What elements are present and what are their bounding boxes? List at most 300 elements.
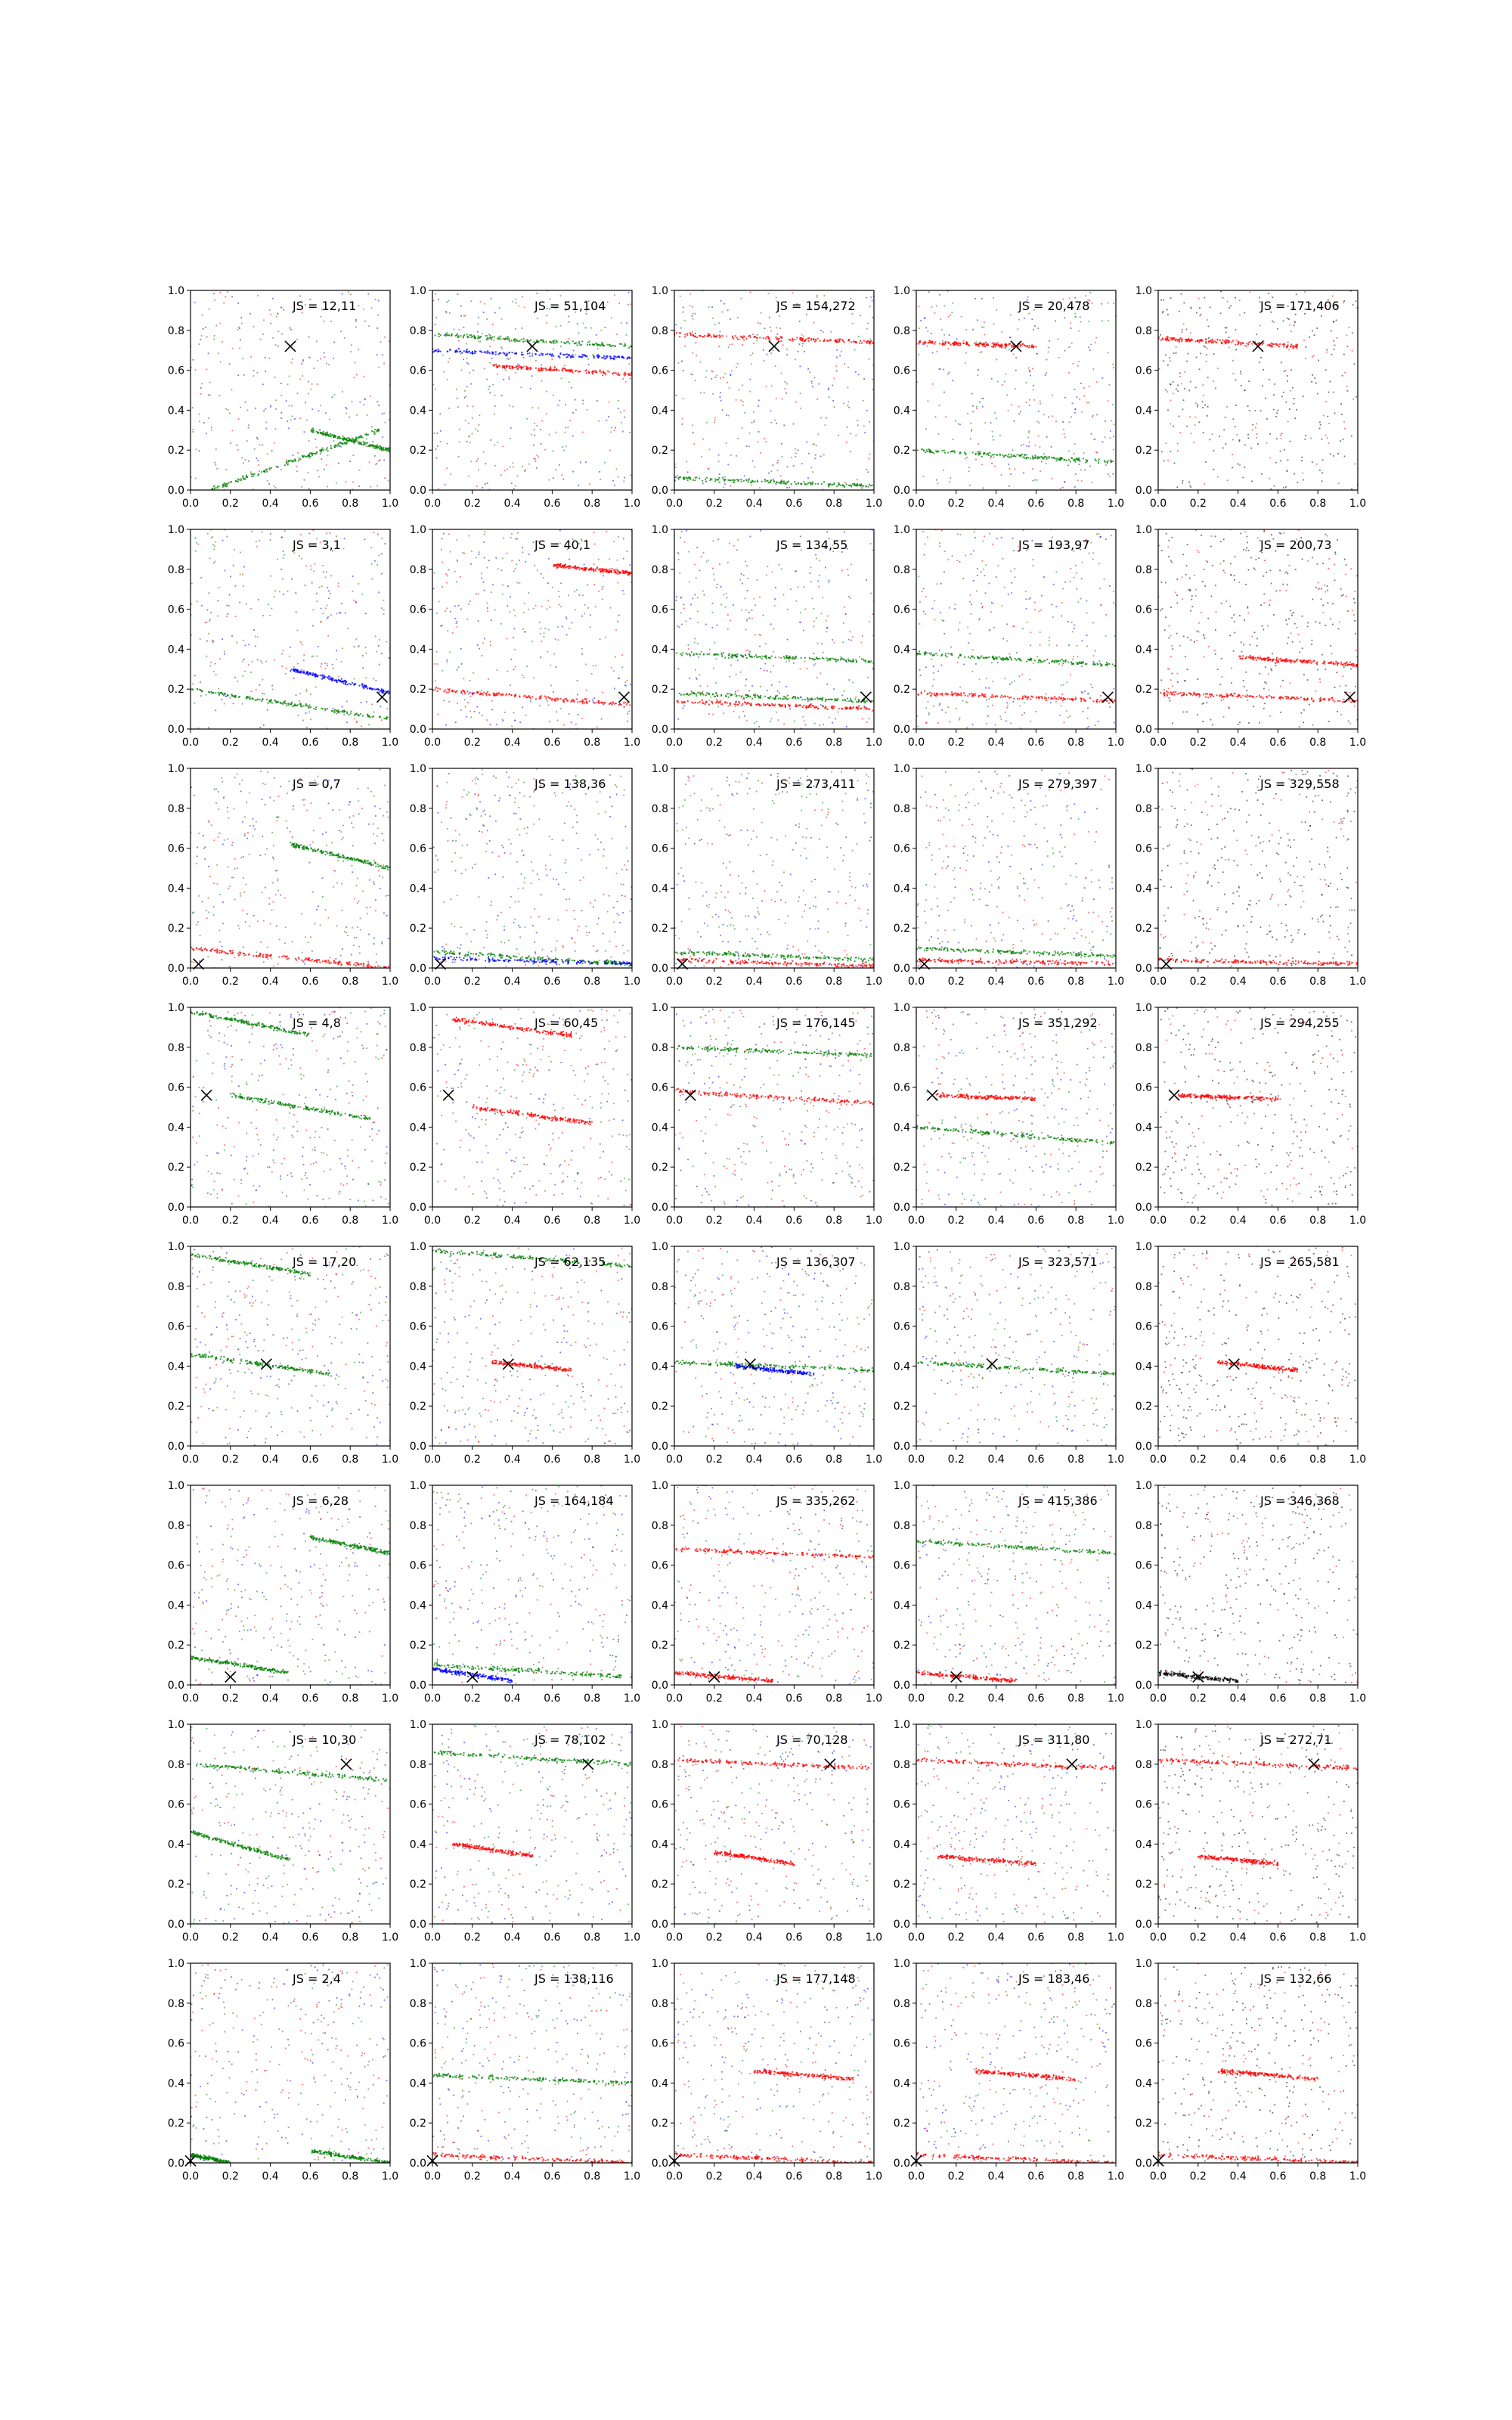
band-point-green	[572, 340, 574, 342]
scatter-point-green	[951, 312, 953, 313]
scatter-point-red	[741, 298, 742, 299]
scatter-point-red	[1336, 337, 1337, 339]
scatter-point-red	[459, 429, 460, 430]
band-point-red	[445, 690, 446, 691]
scatter-point-red	[370, 396, 371, 397]
scatter-point-blue	[231, 296, 233, 297]
scatter-point-blue	[510, 427, 512, 429]
scatter-point-green	[212, 642, 214, 644]
band-point-red	[596, 371, 597, 373]
scatter-point-red	[625, 381, 627, 383]
scatter-point-red	[932, 383, 934, 385]
band-point-red	[699, 335, 701, 337]
band-point-red	[1224, 340, 1225, 342]
scatter-point-red	[525, 715, 527, 716]
band-point-blue	[603, 355, 605, 357]
scatter-point-blue	[513, 669, 515, 670]
scatter-point-blue	[382, 355, 383, 356]
scatter-point-blue	[281, 412, 283, 414]
band-point-green	[553, 343, 555, 344]
band-point-red	[1228, 342, 1229, 343]
x-tick-label: 0.0	[424, 737, 441, 749]
band-point-red	[919, 342, 921, 343]
scatter-point-green	[469, 535, 470, 537]
scatter-point-blue	[485, 483, 486, 485]
band-point-green	[313, 453, 314, 455]
scatter-point-red	[226, 605, 228, 607]
band-point-red	[796, 337, 798, 339]
band-point-blue	[562, 354, 564, 355]
band-point-green	[349, 714, 350, 715]
band-point-red	[546, 370, 547, 371]
scatter-point-red	[301, 669, 302, 671]
scatter-point-red	[497, 374, 498, 375]
scatter-point-blue	[450, 611, 451, 613]
scatter-point-blue	[1080, 383, 1082, 384]
band-point-green	[788, 481, 789, 482]
scatter-point-red	[517, 582, 519, 584]
scatter-point-red	[269, 358, 271, 359]
scatter-point-red	[1303, 340, 1305, 341]
scatter-point-blue	[514, 628, 516, 630]
band-point-green	[987, 453, 989, 455]
scatter-point-green	[293, 552, 295, 554]
scatter-point-red	[259, 444, 260, 445]
band-point-red	[592, 569, 593, 570]
scatter-point-blue	[481, 655, 482, 656]
scatter-point-blue	[531, 375, 533, 377]
scatter-point-green	[774, 420, 776, 421]
scatter-point-black	[1317, 393, 1318, 395]
scatter-point-black	[1305, 346, 1306, 348]
band-point-red	[517, 368, 519, 370]
band-point-green	[284, 464, 286, 466]
scatter-point-red	[479, 414, 481, 416]
band-point-red	[553, 700, 555, 701]
scatter-point-red	[370, 547, 372, 548]
band-point-green	[710, 479, 711, 481]
scatter-point-blue	[305, 712, 307, 714]
scatter-point-red	[618, 302, 620, 304]
scatter-point-green	[191, 603, 193, 605]
scatter-point-blue	[1098, 458, 1100, 460]
scatter-point-blue	[352, 576, 354, 577]
scatter-point-red	[1255, 427, 1256, 429]
scatter-point-red	[1193, 442, 1194, 443]
scatter-point-blue	[470, 563, 472, 565]
scatter-point-green	[1105, 436, 1106, 438]
scatter-point-black	[1176, 486, 1178, 488]
scatter-point-black	[1167, 314, 1169, 315]
scatter-point-blue	[304, 431, 305, 433]
scatter-point-green	[575, 724, 577, 725]
scatter-point-blue	[380, 706, 381, 707]
scatter-point-green	[321, 316, 322, 318]
scatter-point-blue	[832, 400, 834, 402]
scatter-point-black	[1284, 449, 1285, 451]
band-point-blue	[309, 672, 311, 674]
band-point-green	[258, 473, 259, 475]
band-point-green	[1002, 455, 1003, 456]
x-tick-label: 0.8	[584, 737, 600, 749]
band-point-green	[246, 476, 248, 478]
scatter-point-red	[1108, 400, 1109, 402]
scatter-point-green	[870, 296, 872, 298]
scatter-point-green	[724, 476, 726, 478]
scatter-point-red	[766, 386, 767, 387]
scatter-point-red	[327, 486, 328, 488]
scatter-point-green	[348, 291, 349, 293]
scatter-point-black	[1247, 405, 1249, 407]
scatter-point-red	[764, 670, 765, 672]
scatter-point-black	[1207, 406, 1209, 408]
scatter-point-red	[689, 305, 691, 306]
scatter-point-blue	[804, 351, 805, 352]
band-point-green	[587, 344, 588, 346]
scatter-point-green	[1090, 344, 1092, 346]
scatter-point-red	[434, 663, 435, 665]
band-point-green	[380, 447, 382, 448]
scatter-point-green	[820, 417, 822, 419]
band-point-green	[815, 483, 816, 485]
band-point-green	[569, 343, 570, 344]
band-point-blue	[458, 348, 460, 349]
scatter-point-green	[301, 558, 302, 560]
scatter-point-blue	[484, 590, 485, 591]
scatter-point-red	[996, 359, 997, 361]
scatter-point-red	[1077, 479, 1079, 481]
scatter-point-green	[1036, 479, 1038, 481]
scatter-point-red	[1206, 361, 1207, 362]
band-point-red	[503, 694, 504, 696]
scatter-point-green	[704, 392, 705, 394]
scatter-point-red	[975, 459, 977, 461]
band-point-green	[231, 481, 232, 482]
scatter-point-red	[446, 608, 448, 610]
band-point-red	[686, 333, 688, 334]
band-point-green	[371, 445, 373, 447]
band-point-red	[981, 343, 982, 345]
scatter-point-blue	[488, 560, 490, 561]
scatter-point-blue	[290, 327, 291, 329]
band-point-green	[257, 699, 259, 700]
scatter-point-green	[549, 721, 550, 722]
band-point-green	[810, 484, 812, 486]
scatter-point-black	[1177, 390, 1179, 392]
scatter-point-red	[485, 531, 486, 532]
scatter-point-green	[992, 431, 993, 433]
scatter-point-green	[777, 470, 779, 471]
band-point-blue	[559, 357, 560, 358]
scatter-point-red	[751, 363, 752, 365]
scatter-point-red	[324, 356, 326, 358]
band-point-red	[959, 343, 961, 344]
scatter-points	[916, 290, 1117, 489]
scatter-point-red	[502, 585, 503, 586]
scatter-point-red	[497, 669, 498, 671]
scatter-point-green	[442, 670, 443, 672]
scatter-point-red	[281, 666, 283, 667]
band-point-blue	[328, 678, 330, 680]
scatter-point-red	[313, 529, 314, 531]
scatter-point-red	[1285, 370, 1287, 371]
scatter-point-red	[967, 413, 968, 414]
scatter-point-red	[970, 423, 971, 424]
band-point-red	[541, 368, 542, 369]
scatter-point-blue	[582, 400, 584, 402]
scatter-point-green	[532, 407, 534, 408]
band-point-red	[567, 700, 569, 702]
scatter-point-blue	[332, 664, 333, 666]
scatter-point-blue	[474, 711, 476, 712]
scatter-point-red	[515, 328, 516, 330]
scatter-point-blue	[525, 470, 526, 471]
scatter-point-blue	[723, 377, 724, 378]
band-point-green	[716, 479, 717, 480]
scatter-point-blue	[224, 653, 225, 655]
scatter-points	[190, 529, 391, 730]
band-point-green	[1083, 458, 1084, 459]
band-point-red	[526, 697, 528, 698]
scatter-point-blue	[221, 699, 222, 700]
band-point-blue	[593, 356, 595, 358]
scatter-point-black	[1246, 343, 1247, 344]
band-point-red	[545, 697, 547, 698]
scatter-point-red	[206, 622, 208, 623]
scatter-point-green	[590, 626, 591, 628]
scatter-point-red	[222, 341, 223, 343]
band-point-blue	[578, 356, 580, 358]
scatter-point-red	[507, 469, 508, 470]
scatter-point-black	[1247, 438, 1249, 439]
scatter-point-green	[823, 454, 825, 455]
scatter-point-red	[303, 654, 305, 656]
scatter-point-green	[996, 418, 997, 420]
band-point-red	[556, 567, 558, 569]
band-point-green	[373, 447, 375, 448]
scatter-point-blue	[281, 537, 283, 538]
js-label: JS = 12,11	[292, 299, 356, 313]
band-point-green	[798, 483, 799, 485]
band-point-green	[218, 694, 220, 696]
scatter-point-blue	[491, 298, 492, 299]
band-point-green	[1040, 456, 1042, 458]
band-point-red	[624, 702, 626, 703]
scatter-point-blue	[563, 479, 565, 480]
scatter-point-red	[868, 458, 869, 460]
scatter-point-blue	[490, 724, 491, 725]
band-point-red	[560, 563, 562, 565]
scatter-point-green	[191, 583, 193, 585]
band-point-red	[689, 332, 691, 334]
scatter-point-red	[267, 480, 268, 482]
scatter-point-red	[585, 664, 587, 666]
band-point-blue	[331, 680, 333, 681]
scatter-point-red	[758, 322, 759, 324]
band-point-green	[210, 691, 212, 693]
band-point-red	[595, 569, 596, 570]
scatter-point-red	[742, 711, 744, 712]
band-point-green	[687, 479, 689, 481]
scatter-point-green	[243, 640, 244, 641]
scatter-point-green	[1068, 451, 1070, 452]
scatter-point-black	[1351, 489, 1352, 490]
band-point-blue	[622, 356, 624, 358]
scatter-point-red	[552, 358, 553, 360]
scatter-point-red	[855, 435, 857, 436]
scatter-point-green	[330, 614, 332, 616]
scatter-point-black	[1207, 415, 1208, 417]
band-point-green	[809, 482, 810, 483]
scatter-point-red	[515, 615, 516, 616]
scatter-point-green	[262, 615, 264, 616]
x-tick-label: 0.8	[826, 498, 842, 510]
scatter-point-blue	[1075, 408, 1077, 410]
scatter-point-red	[850, 451, 851, 452]
scatter-point-green	[330, 321, 332, 322]
scatter-point-blue	[769, 317, 770, 318]
scatter-point-black	[1204, 346, 1205, 347]
scatter-point-green	[590, 327, 592, 329]
scatter-point-red	[257, 295, 259, 296]
scatter-point-black	[1296, 409, 1297, 411]
band-point-green	[917, 449, 919, 451]
scatter-point-red	[226, 616, 228, 617]
band-point-green	[507, 336, 509, 337]
scatter-point-green	[621, 666, 623, 668]
band-point-green	[717, 479, 719, 480]
band-point-green	[222, 693, 224, 695]
band-point-blue	[349, 683, 350, 684]
scatter-point-green	[557, 626, 559, 628]
scatter-point-blue	[971, 393, 973, 395]
band-point-green	[1112, 461, 1114, 462]
scatter-point-green	[220, 361, 222, 363]
scatter-point-green	[723, 487, 724, 489]
scatter-point-blue	[1038, 411, 1040, 412]
scatter-point-green	[1088, 321, 1089, 322]
scatter-point-blue	[1101, 303, 1102, 305]
scatter-point-blue	[365, 613, 367, 614]
scatter-point-blue	[333, 342, 335, 343]
scatter-point-red	[523, 357, 525, 358]
scatter-point-black	[1321, 315, 1322, 317]
scatter-point-black	[1325, 369, 1327, 371]
band-point-red	[829, 340, 830, 341]
scatter-point-red	[447, 379, 448, 380]
scatter-point-red	[778, 719, 779, 721]
scatter-point-black	[1213, 469, 1215, 470]
scatter-point-black	[1183, 399, 1185, 401]
scatter-point-red	[1046, 463, 1047, 464]
scatter-point-blue	[203, 422, 205, 424]
band-point-blue	[552, 353, 553, 355]
scatter-point-black	[1199, 368, 1201, 370]
band-point-red	[509, 365, 510, 367]
band-point-red	[435, 688, 436, 690]
scatter-point-green	[1088, 402, 1089, 404]
scatter-point-green	[523, 612, 525, 613]
band-point-red	[745, 338, 747, 340]
scatter-point-red	[1170, 424, 1171, 425]
scatter-point-green	[968, 470, 970, 472]
band-point-green	[587, 342, 588, 343]
x-tick-label: 0.0	[666, 498, 683, 510]
scatter-point-green	[209, 309, 210, 310]
scatter-point-green	[308, 458, 310, 459]
band-point-red	[763, 337, 764, 339]
scatter-point-green	[460, 353, 462, 355]
scatter-point-green	[371, 427, 373, 428]
band-point-red	[469, 692, 471, 693]
band-point-green	[838, 482, 839, 484]
scatter-point-green	[526, 418, 528, 420]
scatter-point-black	[1225, 332, 1227, 334]
band-point-green	[448, 334, 449, 336]
scatter-point-blue	[491, 709, 493, 710]
scatter-point-black	[1286, 402, 1287, 403]
band-point-green	[242, 476, 243, 477]
scatter-point-red	[1256, 433, 1258, 435]
scatter-point-blue	[257, 460, 259, 461]
scatter-point-red	[1073, 363, 1074, 365]
scatter-point-blue	[511, 659, 513, 660]
scatter-point-red	[743, 340, 745, 341]
scatter-point-green	[992, 436, 993, 437]
band-point-red	[1197, 340, 1198, 342]
scatter-point-green	[434, 433, 435, 434]
scatter-point-green	[472, 417, 473, 419]
scatter-point-blue	[508, 358, 510, 360]
scatter-point-blue	[537, 293, 538, 294]
scatter-point-red	[490, 641, 491, 643]
scatter-point-black	[1333, 455, 1334, 457]
band-point-green	[367, 442, 368, 444]
scatter-point-black	[1207, 377, 1209, 378]
band-point-red	[609, 569, 610, 570]
band-point-green	[786, 482, 788, 483]
scatter-point-red	[1028, 368, 1030, 369]
band-point-blue	[447, 351, 448, 352]
band-point-red	[598, 569, 600, 570]
band-point-green	[978, 452, 979, 454]
scatter-point-red	[742, 427, 743, 429]
scatter-point-red	[469, 600, 471, 602]
band-point-red	[823, 340, 825, 342]
band-point-blue	[324, 678, 325, 679]
band-point-green	[303, 706, 305, 707]
band-point-green	[1011, 454, 1012, 455]
band-point-red	[1005, 343, 1007, 345]
band-point-blue	[522, 354, 524, 355]
scatter-point-blue	[1024, 318, 1025, 319]
band-point-blue	[456, 349, 457, 351]
scatter-point-red	[820, 672, 821, 674]
scatter-point-red	[1338, 482, 1340, 484]
scatter-point-blue	[487, 607, 488, 609]
scatter-point-red	[507, 553, 508, 554]
scatter-point-black	[1269, 433, 1271, 435]
band-point-green	[374, 433, 376, 435]
scatter-point-red	[207, 533, 209, 535]
scatter-point-green	[560, 708, 562, 709]
band-point-green	[683, 479, 685, 480]
scatter-point-green	[726, 442, 727, 444]
scatter-point-red	[1352, 350, 1353, 352]
band-point-red	[810, 340, 812, 341]
scatter-point-black	[1163, 299, 1164, 301]
band-point-green	[614, 346, 615, 347]
